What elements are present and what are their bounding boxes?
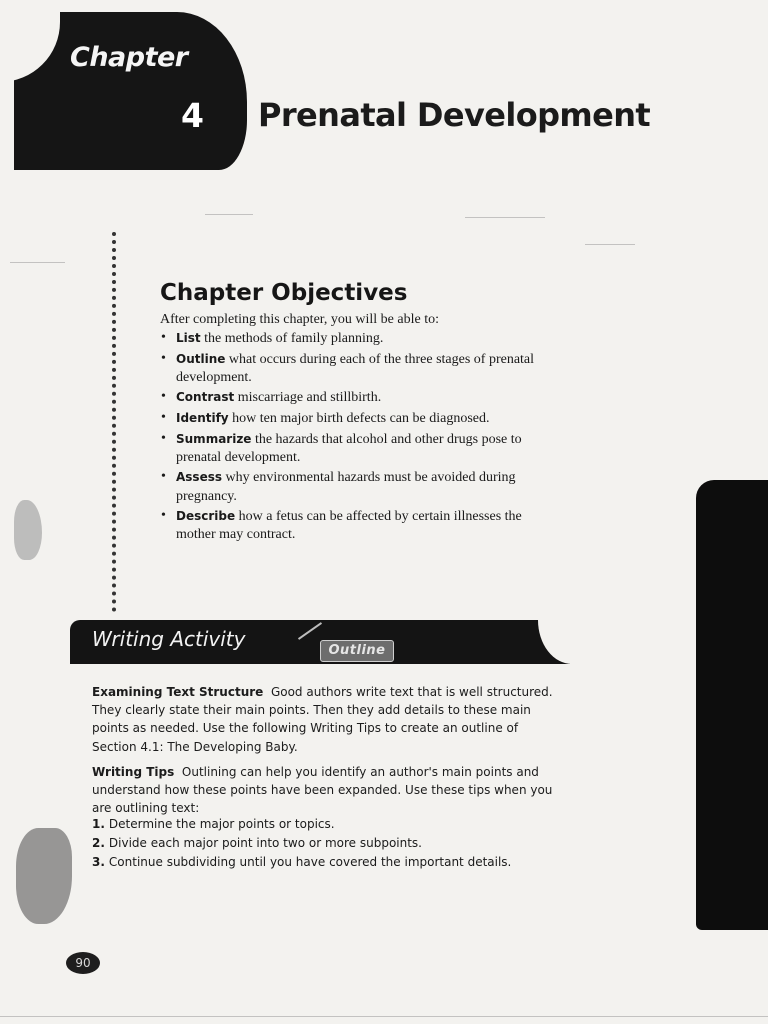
objective-item [160, 507, 550, 544]
page-title: Prenatal Development [258, 96, 651, 134]
page-bottom-edge [0, 1016, 768, 1017]
bullet-icon: • [161, 508, 166, 524]
bullet-icon: • [161, 350, 166, 366]
paragraph-body: Outlining can help you identify an author's main points and understand how these points have been expanded. Use these tips when you are outlining text: [92, 765, 553, 816]
bullet-icon: • [161, 330, 166, 345]
bullet-icon: • [161, 409, 166, 425]
paragraph-lead: Writing Tips [92, 765, 175, 779]
objectives-intro: After completing this chapter, you will be able to: [160, 312, 439, 327]
objective-verb: Outline [176, 351, 226, 366]
chapter-number: 4 [181, 96, 204, 135]
tips-steps-list [92, 815, 562, 872]
scan-shadow-right [696, 480, 768, 930]
objective-text: how a fetus can be affected by certain illnesses the mother may contract. [176, 509, 522, 543]
objective-item [160, 409, 550, 428]
chapter-banner [14, 12, 247, 170]
objective-verb: Contrast [176, 390, 235, 405]
chapter-label: Chapter [70, 42, 188, 73]
paragraph-body: Good authors write text that is well structured. They clearly state their main points. Then they add details to these main points as needed. Use the following Writing Tips to create an outline of Section 4.1: The Developing Baby. [92, 685, 553, 754]
bullet-icon: • [161, 469, 166, 485]
step-number: 2. [92, 836, 105, 850]
objective-verb: Describe [176, 509, 236, 524]
objective-verb: List [176, 331, 201, 345]
objectives-list [160, 329, 550, 546]
objective-text: how ten major birth defects can be diagnosed. [232, 410, 490, 426]
writing-activity-title: Writing Activity [92, 627, 246, 651]
objective-text: miscarriage and stillbirth. [237, 390, 382, 406]
examining-text-paragraph [92, 683, 562, 756]
objective-text: why environmental hazards must be avoided during pregnancy. [176, 470, 516, 504]
writing-tips-paragraph [92, 763, 562, 818]
objectives-heading: Chapter Objectives [160, 280, 408, 306]
outline-badge: Outline [320, 640, 394, 662]
step-number: 3. [92, 855, 105, 869]
paragraph-lead: Examining Text Structure [92, 685, 264, 699]
step-text: Divide each major point into two or more subpoints. [108, 836, 422, 850]
objective-text: the methods of family planning. [204, 331, 384, 346]
scan-shadow-left-top [14, 500, 42, 560]
objective-text: the hazards that alcohol and other drugs pose to prenatal development. [176, 431, 522, 465]
objective-item [160, 329, 550, 348]
step-item [92, 853, 562, 872]
objective-item [160, 388, 550, 407]
step-item [92, 815, 562, 834]
step-item [92, 834, 562, 853]
objective-item [160, 350, 550, 387]
bullet-icon: • [161, 389, 166, 405]
step-number: 1. [92, 817, 105, 831]
bullet-icon: • [161, 430, 166, 446]
scan-mark [10, 262, 65, 263]
objective-verb: Assess [176, 470, 222, 485]
scan-shadow-left-bottom [16, 828, 72, 924]
objective-verb: Summarize [176, 431, 252, 446]
page-number: 90 [75, 956, 91, 970]
objective-text: what occurs during each of the three stages of prenatal development. [176, 351, 535, 385]
scan-mark [585, 244, 635, 245]
step-text: Determine the major points or topics. [108, 817, 335, 831]
scan-mark [205, 214, 253, 215]
dotted-rule [112, 232, 116, 612]
objective-item [160, 468, 550, 505]
objective-verb: Identify [176, 410, 229, 425]
objective-item [160, 430, 550, 467]
scan-mark [465, 217, 545, 218]
step-text: Continue subdividing until you have covered the important details. [108, 855, 512, 869]
